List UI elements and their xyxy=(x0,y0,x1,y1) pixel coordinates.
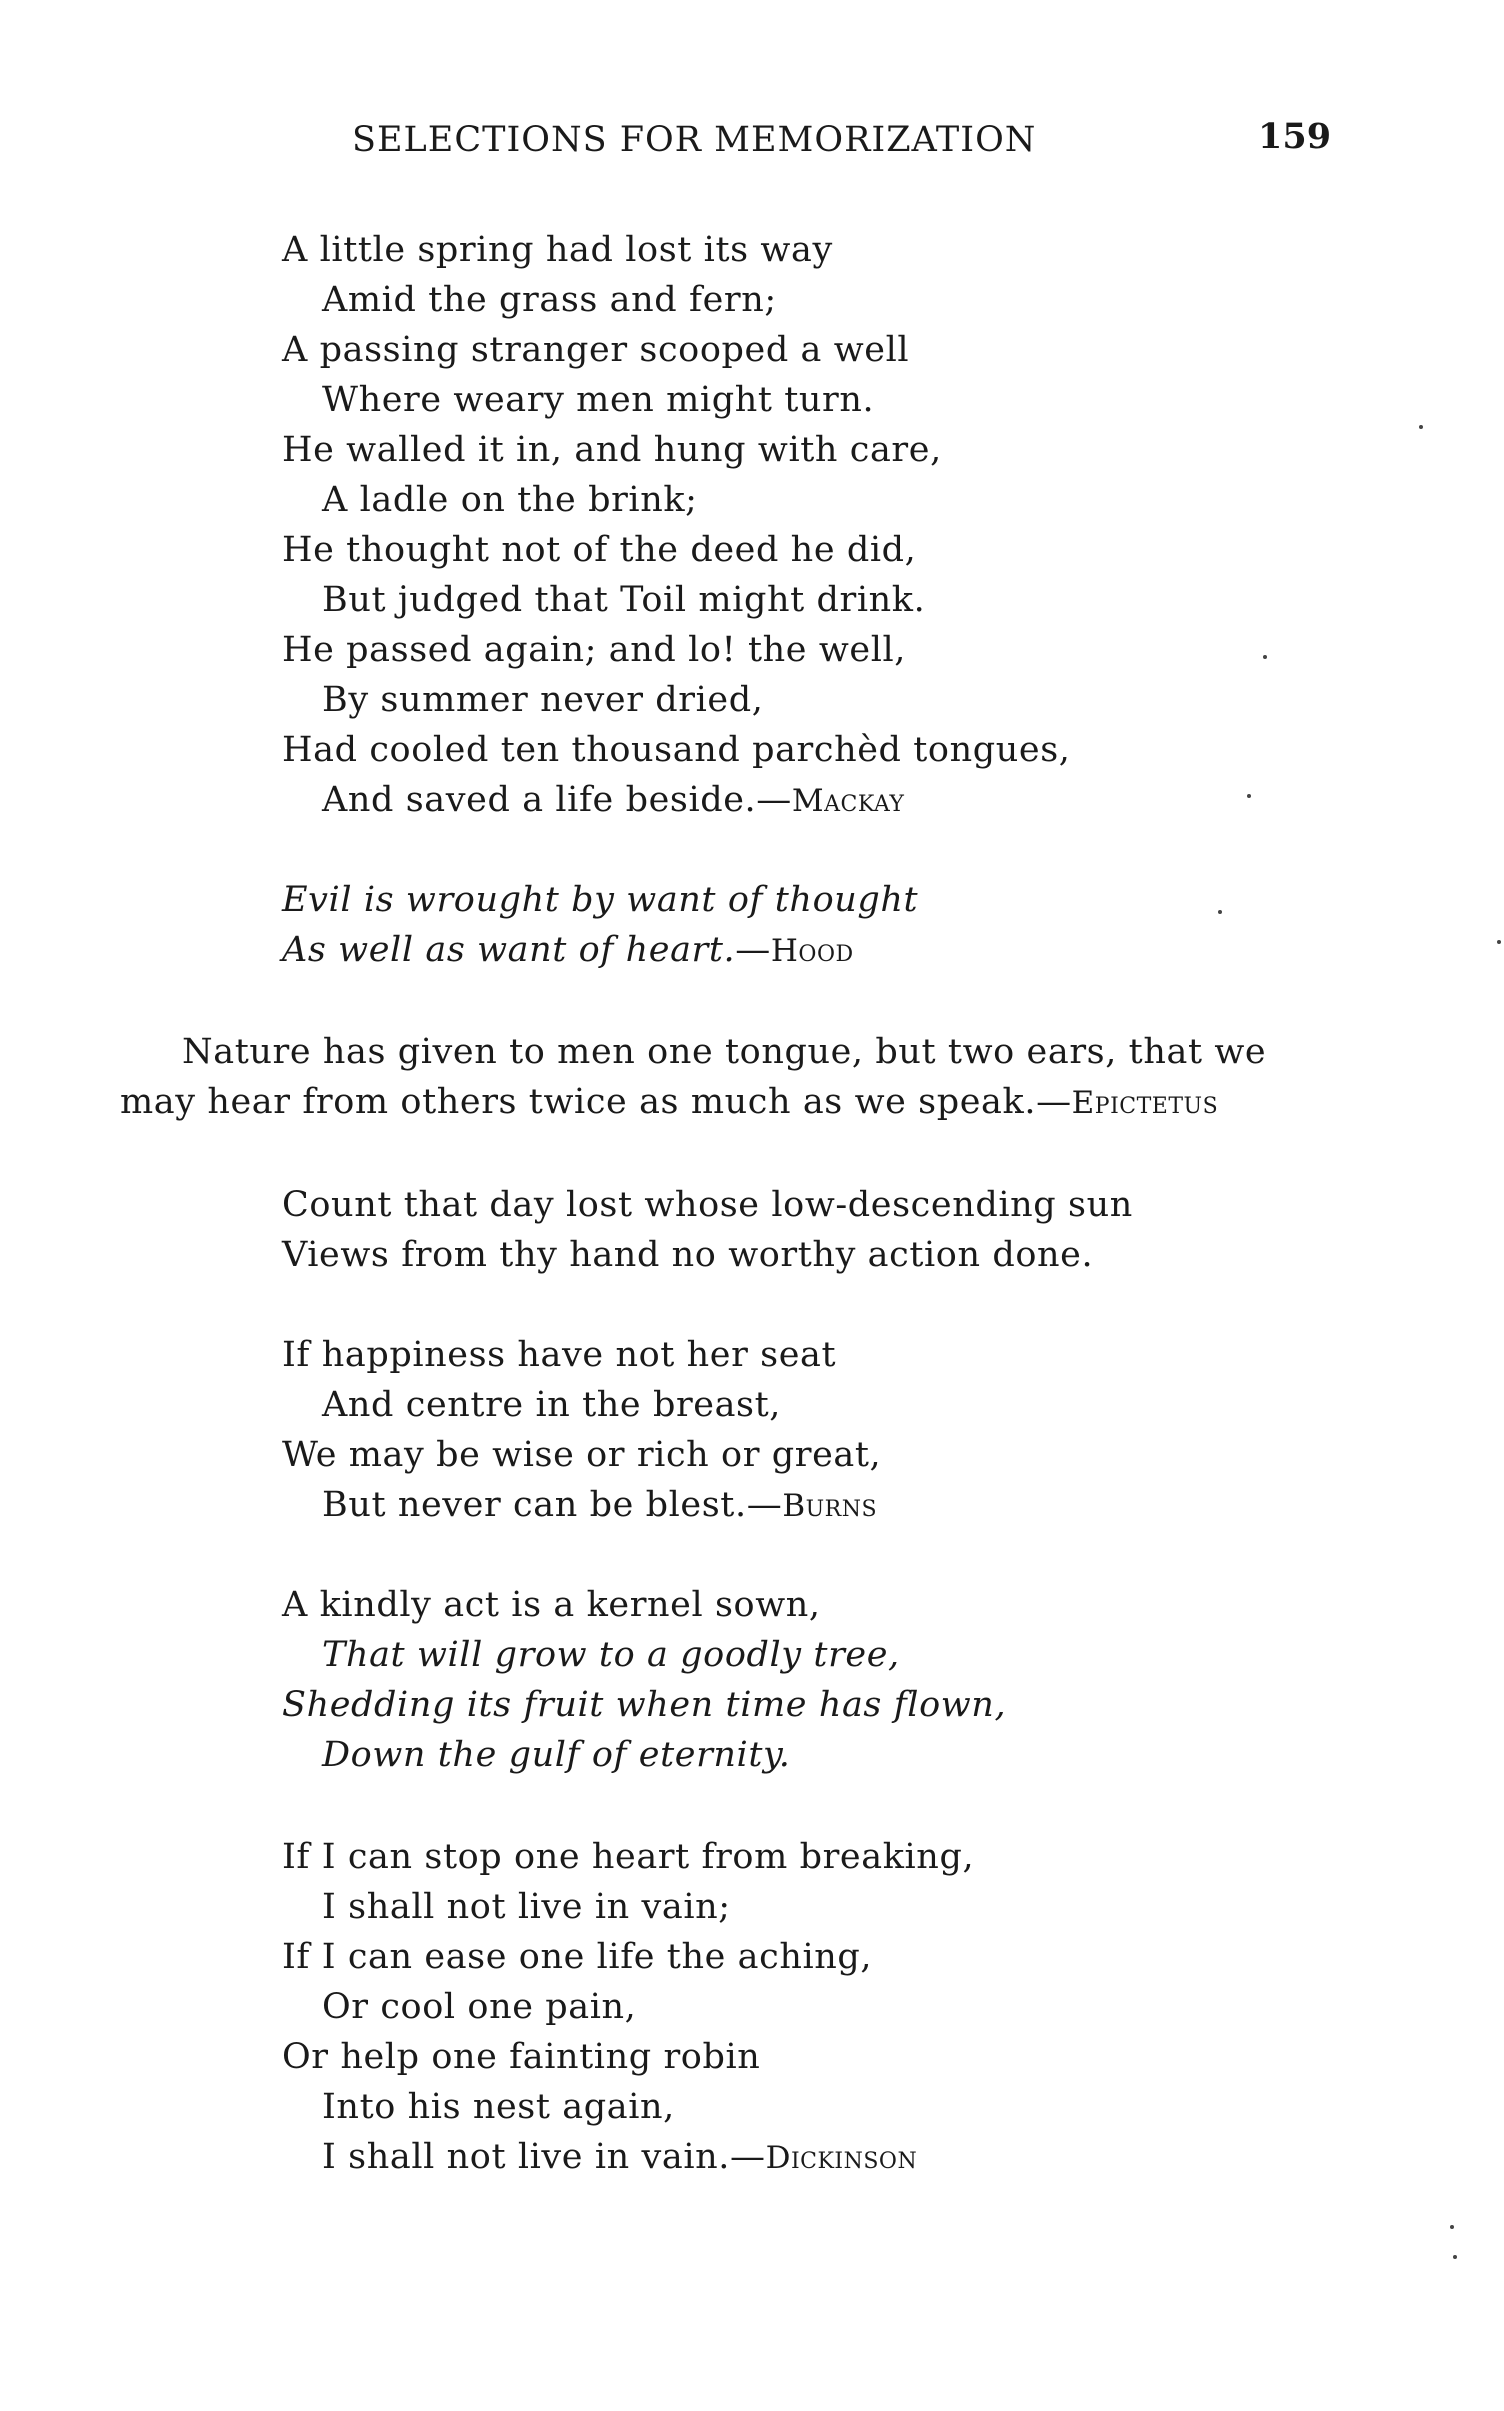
poem-line: Or cool one pain, xyxy=(322,1987,637,2027)
page-header xyxy=(0,116,1504,170)
attribution-dash: — xyxy=(746,1485,783,1525)
poem-line: Shedding its fruit when time has flown, xyxy=(282,1685,1007,1725)
poem-line-last xyxy=(282,925,854,976)
poem-line-last xyxy=(322,775,904,826)
poem-line-text: But never can be blest. xyxy=(322,1485,747,1525)
poem-line: Where weary men might turn. xyxy=(322,380,875,420)
attribution-dash: — xyxy=(756,780,792,820)
prose-line-last xyxy=(120,1077,1218,1128)
prose-line-text: may hear from others twice as much as we speak. xyxy=(120,1082,1037,1122)
poem-line: We may be wise or rich or great, xyxy=(282,1435,882,1475)
poem-line: Into his nest again, xyxy=(322,2087,675,2127)
poem-line-last xyxy=(322,2132,917,2183)
scan-speck xyxy=(1247,794,1251,798)
attribution-author: Epictetus xyxy=(1071,1085,1219,1121)
attribution-author: Burns xyxy=(782,1488,878,1524)
poem-line: But judged that Toil might drink. xyxy=(322,580,926,620)
poem-line-text: And saved a life beside. xyxy=(322,780,757,820)
page-number: 159 xyxy=(1258,116,1332,157)
poem-line: Count that day lost whose low-descending sun xyxy=(282,1185,1133,1225)
poem-line: Amid the grass and fern; xyxy=(322,280,777,320)
poem-line: Evil is wrought by want of thought xyxy=(282,880,919,920)
poem-line: He thought not of the deed he did, xyxy=(282,530,917,570)
poem-line: A ladle on the brink; xyxy=(322,480,698,520)
attribution-dash: — xyxy=(1036,1082,1072,1122)
poem-line-text: I shall not live in vain. xyxy=(322,2137,730,2177)
poem-line: Views from thy hand no worthy action done. xyxy=(282,1235,1094,1275)
scan-speck xyxy=(1218,910,1222,914)
poem-line: If I can stop one heart from breaking, xyxy=(282,1837,975,1877)
poem-line: Or help one fainting robin xyxy=(282,2037,761,2077)
poem-line: By summer never dried, xyxy=(322,680,764,720)
poem-line: If happiness have not her seat xyxy=(282,1335,837,1375)
attribution-dash: — xyxy=(735,930,771,970)
attribution-dash: — xyxy=(730,2137,766,2177)
poem-line: A little spring had lost its way xyxy=(282,230,833,270)
scan-speck xyxy=(1497,940,1501,944)
poem-line-last xyxy=(322,1480,877,1531)
poem-line: That will grow to a goodly tree, xyxy=(322,1635,900,1675)
scan-speck xyxy=(1263,655,1267,659)
poem-line: He passed again; and lo! the well, xyxy=(282,630,907,670)
scan-speck xyxy=(1453,2255,1457,2259)
poem-line: He walled it in, and hung with care, xyxy=(282,430,942,470)
attribution-author: Dickinson xyxy=(765,2140,918,2176)
scan-speck xyxy=(1450,2225,1454,2229)
scan-speck xyxy=(1419,425,1423,429)
attribution-author: Hood xyxy=(770,933,854,969)
poem-line: And centre in the breast, xyxy=(322,1385,782,1425)
poem-line-text: As well as want of heart. xyxy=(282,930,736,970)
poem-line: Down the gulf of eternity. xyxy=(322,1735,791,1775)
prose-line: Nature has given to men one tongue, but two ears, that we xyxy=(182,1032,1267,1072)
poem-line: Had cooled ten thousand parchèd tongues, xyxy=(282,730,1071,770)
poem-line: A passing stranger scooped a well xyxy=(282,330,910,370)
running-head: SELECTIONS FOR MEMORIZATION xyxy=(352,120,1037,160)
poem-line: I shall not live in vain; xyxy=(322,1887,731,1927)
poem-line: If I can ease one life the aching, xyxy=(282,1937,873,1977)
attribution-author: Mackay xyxy=(791,783,905,819)
poem-line: A kindly act is a kernel sown, xyxy=(282,1585,821,1625)
